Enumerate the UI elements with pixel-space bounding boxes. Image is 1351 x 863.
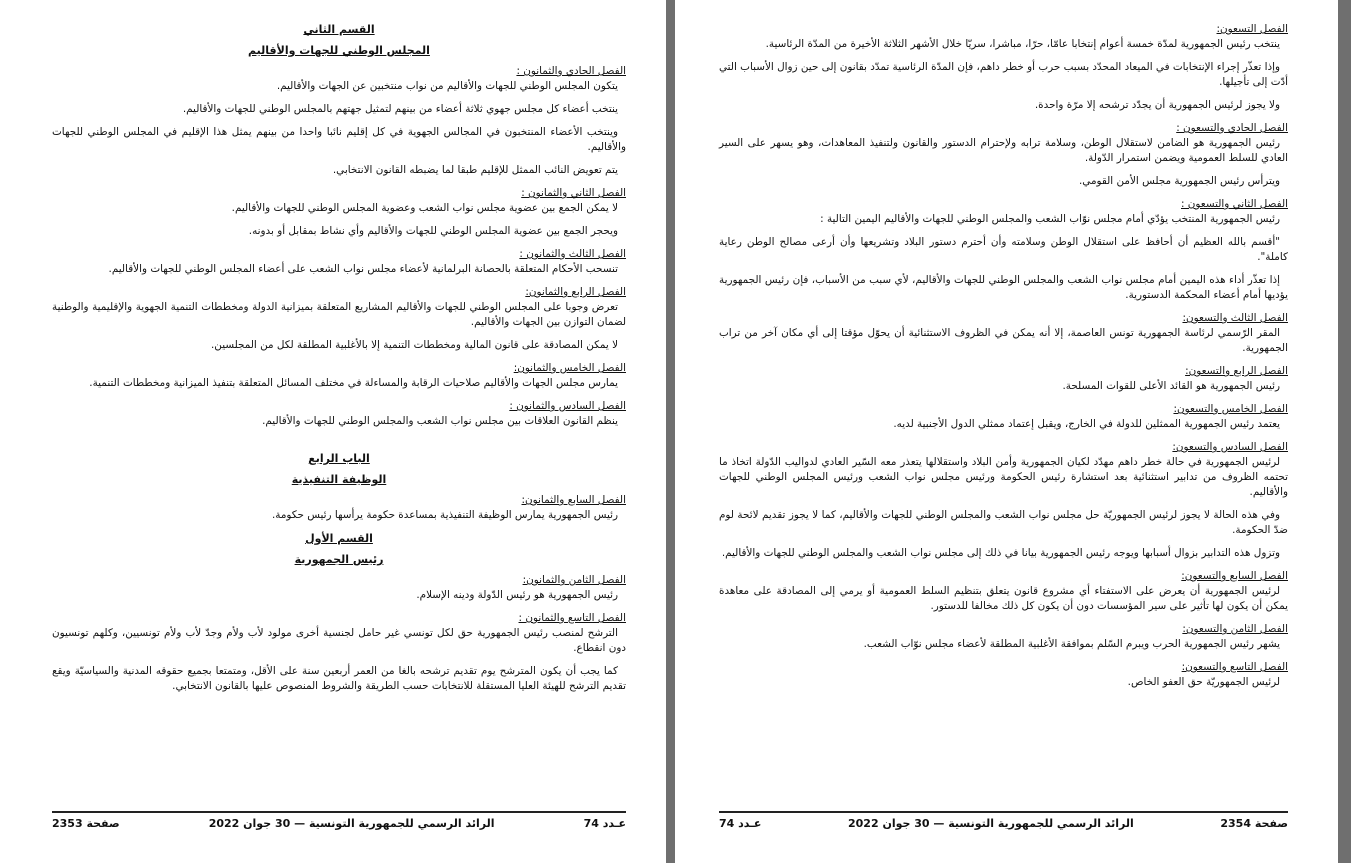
article-paragraph: ينظم القانون العلاقات بين مجلس نواب الشعب والمجلس الوطني للجهات والأقاليم. <box>262 415 618 427</box>
chapter-subtitle: الوظيفة التنفيذية <box>291 473 387 486</box>
article-paragraph: لا يمكن الجمع بين عضوية مجلس نواب الشعب وعضوية المجلس الوطني للجهات والأقاليم. <box>231 202 618 214</box>
article-heading: الفصل الحادي والثمانون : <box>516 65 626 77</box>
footer-page-number: صفحة 2353 <box>52 817 120 830</box>
article-paragraph: يشهر رئيس الجمهورية الحرب ويبرم السّلم بموافقة الأغلبية المطلقة لأعضاء مجلس نوّاب الشعب. <box>863 638 1280 650</box>
article-paragraph: الترشح لمنصب رئيس الجمهورية حق لكل تونسي غير حامل لجنسية أخرى مولود لأب ولأم وجدّ لأب ولأم تونسيين، وكلهم تونسيون دون انقطاع. <box>52 627 626 654</box>
left-column <box>52 22 626 702</box>
article-heading: الفصل الخامس والثمانون: <box>513 362 626 374</box>
section-title: القسم الثاني <box>303 23 375 36</box>
article-paragraph: لا يمكن المصادقة على قانون المالية ومخططات التنمية إلا بالأغلبية المطلقة لكل من المجلسين. <box>211 339 618 351</box>
right-page <box>675 0 1338 863</box>
article-paragraph: رئيس الجمهورية هو رئيس الدّولة ودينه الإسلام. <box>416 589 618 601</box>
article-paragraph: المقر الرّسمي لرئاسة الجمهورية تونس العاصمة، إلا أنه يمكن في الظروف الاستثنائية أن يحوّل مؤقتا إلى أي مكان آخر من تراب الجمهورية. <box>719 327 1288 354</box>
article-heading: الفصل الخامس والتسعون: <box>1173 403 1288 415</box>
article-heading: الفصل الثالث والثمانون : <box>519 248 626 260</box>
article-heading: الفصل التسعون: <box>1216 23 1288 35</box>
article-paragraph: ولا يجوز لرئيس الجمهورية أن يجدّد ترشحه إلا مرّة واحدة. <box>1034 99 1280 111</box>
footer-issue: عـدد 74 <box>583 817 626 830</box>
article-heading: الفصل الرابع والتسعون: <box>1185 365 1288 377</box>
article-paragraph: لرئيس الجمهوريّة حق العفو الخاص. <box>1127 676 1280 688</box>
chapter-title: الباب الرابع <box>308 452 370 465</box>
article-paragraph: لرئيس الجمهورية في حالة خطر داهم مهدّد لكيان الجمهورية وأمن البلاد واستقلالها يتعذر معه السّير العادي لدواليب الدّولة اتخاذ ما تحتمه الظروف من تدابير استثنائية بعد استشارة رئيس الحكومة ورئيس مجلس نواب الشعب ورئيس المجلس الوطني للجهات والأقاليم. <box>719 456 1288 498</box>
article-heading: الفصل السابع والتسعون: <box>1181 570 1288 582</box>
article-paragraph: رئيس الجمهورية المنتخب يؤدّي أمام مجلس نوّاب الشعب والمجلس الوطني للجهات والأقاليم اليمين التالية : <box>820 213 1280 225</box>
left-articles-2 <box>52 573 626 694</box>
footer-journal: الرائد الرسمي للجمهورية التونسية — 30 جوان 2022 <box>848 817 1134 830</box>
footer <box>719 817 1288 830</box>
article-paragraph: لرئيس الجمهورية أن يعرض على الاستفتاء أي مشروع قانون يتعلق بتنظيم السلط العمومية أو يرمي إلى المصادقة على معاهدة يمكن أن يكون لها تأثير على سير المؤسسات دون أن يكون كل ذلك مخالفا للدستور. <box>719 585 1288 612</box>
article-heading: الفصل الثاني والثمانون : <box>521 187 626 199</box>
article-heading: الفصل الثامن والثمانون: <box>522 574 626 586</box>
article-paragraph: يتم تعويض النائب الممثل للإقليم طبقا لما يضبطه القانون الانتخابي. <box>332 164 618 176</box>
article-heading: الفصل الثالث والتسعون: <box>1182 312 1288 324</box>
article-paragraph: وينتخب الأعضاء المنتخبون في المجالس الجهوية في كل إقليم نائبا واحدا من بينهم يمثل هذا الإقليم في المجلس الوطني للجهات والأقاليم. <box>52 126 626 153</box>
article-heading: الفصل السادس والثمانون : <box>509 400 626 412</box>
article-paragraph: يمارس مجلس الجهات والأقاليم صلاحيات الرقابة والمساءلة في مختلف المسائل المتعلقة بتنفيذ الميزانية ومخططات التنمية. <box>89 377 618 389</box>
article-paragraph: ينتخب أعضاء كل مجلس جهوي ثلاثة أعضاء من بينهم لتمثيل جهتهم بالمجلس الوطني للجهات والأقاليم. <box>182 103 618 115</box>
article-paragraph: رئيس الجمهورية يمارس الوظيفة التنفيذية بمساعدة حكومة يرأسها رئيس حكومة. <box>271 509 618 521</box>
article-paragraph: "أقسم بالله العظيم أن أحافظ على استقلال الوطن وسلامته وأن أحترم دستور البلاد وتشريعها وأن أرعى مصالح الوطن رعاية كاملة". <box>719 236 1288 263</box>
footer-rule <box>52 811 626 813</box>
article-paragraph: ويحجر الجمع بين عضوية المجلس الوطني للجهات والأقاليم وأي نشاط بمقابل أو بدونه. <box>248 225 618 237</box>
article-paragraph: رئيس الجمهورية هو الضامن لاستقلال الوطن، وسلامة ترابه ولإحترام الدستور والقانون ولتنفيذ المعاهدات، وهو يسهر على السير العادي للسلط العمومية ويضمن استمرار الدّولة. <box>719 137 1288 164</box>
section2-subtitle: رئيس الجمهورية <box>294 553 384 566</box>
article-heading: الفصل السابع والثمانون: <box>521 494 626 506</box>
article-heading: الفصل السادس والتسعون: <box>1172 441 1288 453</box>
left-page <box>0 0 666 863</box>
footer-page-number: صفحة 2354 <box>1220 817 1288 830</box>
page-gutter <box>666 0 675 863</box>
left-articles <box>52 64 626 429</box>
footer-rule <box>719 811 1288 813</box>
article-heading: الفصل التاسع والتسعون: <box>1181 661 1288 673</box>
section-subtitle: المجلس الوطني للجهات والأقاليم <box>248 44 430 57</box>
article-paragraph: تنسحب الأحكام المتعلقة بالحصانة البرلمانية لأعضاء مجلس نواب الشعب على أعضاء المجلس الوطني للجهات والأقاليم. <box>108 263 618 275</box>
article-paragraph: يتكون المجلس الوطني للجهات والأقاليم من نواب منتخبين عن الجهات والأقاليم. <box>276 80 618 92</box>
right-column <box>719 22 1288 698</box>
article-paragraph: يعتمد رئيس الجمهورية الممثلين للدولة في الخارج، ويقبل إعتماد ممثلي الدول الأجنبية لديه. <box>893 418 1280 430</box>
article-paragraph: كما يجب أن يكون المترشح يوم تقديم ترشحه بالغا من العمر أربعين سنة على الأقل، ومتمتعا بجميع حقوقه المدنية والسياسيّة ويقع تقديم الترشح للهيئة العليا المستقلة للانتخابات حسب الطريقة والشروط المنصوص عليها بالقانون الانتخابي. <box>52 665 626 692</box>
right-articles <box>719 22 1288 690</box>
article-paragraph: وفي هذه الحالة لا يجوز لرئيس الجمهوريّة حل مجلس نواب الشعب والمجلس الوطني للجهات والأقاليم، كما لا يجوز تقديم لائحة لوم ضدّ الحكومة. <box>719 509 1288 536</box>
article-paragraph: وتزول هذه التدابير بزوال أسبابها ويوجه رئيس الجمهورية بيانا في ذلك إلى مجلس نواب الشعب والمجلس الوطني للجهات والأقاليم. <box>721 547 1280 559</box>
window-edge <box>1338 0 1351 863</box>
article-paragraph: ويترأس رئيس الجمهورية مجلس الأمن القومي. <box>1078 175 1280 187</box>
article-heading: الفصل الحادي والتسعون : <box>1176 122 1288 134</box>
article-heading: الفصل الثامن والتسعون: <box>1182 623 1288 635</box>
article-paragraph: ينتخب رئيس الجمهورية لمدّة خمسة أعوام إنتخابا عامّا، حرّا، مباشرا، سريّا خلال الأشهر الثلاثة الأخيرة من المدّة الرئاسية. <box>765 38 1280 50</box>
article-paragraph: إذا تعذّر أداء هذه اليمين أمام مجلس نواب الشعب والمجلس الوطني للجهات والأقاليم، لأي سبب من الأسباب، فإن رئيس الجمهورية يؤديها أمام أعضاء المحكمة الدستورية. <box>719 274 1288 301</box>
footer <box>52 817 626 830</box>
footer-issue: عـدد 74 <box>719 817 762 830</box>
article-heading: الفصل الرابع والثمانون: <box>525 286 626 298</box>
article-paragraph: تعرض وجوبا على المجلس الوطني للجهات والأقاليم المشاريع المتعلقة بميزانية الدولة ومخططات التنمية الجهوية والإقليمية والوطنية لضمان التوازن بين الجهات والأقاليم. <box>52 301 626 328</box>
article-heading: الفصل التاسع والثمانون : <box>518 612 626 624</box>
footer-journal: الرائد الرسمي للجمهورية التونسية — 30 جوان 2022 <box>208 817 495 830</box>
article-heading: الفصل الثاني والتسعون : <box>1181 198 1288 210</box>
article-paragraph: وإذا تعذّر إجراء الإنتخابات في الميعاد المحدّد بسبب حرب أو خطر داهم، فإن المدّة الرئاسية تمدّد بقانون إلى حين زوال الأسباب التي أدّت إلى تأجيلها. <box>719 61 1288 88</box>
article-paragraph: رئيس الجمهورية هو القائد الأعلى للقوات المسلحة. <box>1062 380 1280 392</box>
section2-title: القسم الأول <box>305 532 373 545</box>
